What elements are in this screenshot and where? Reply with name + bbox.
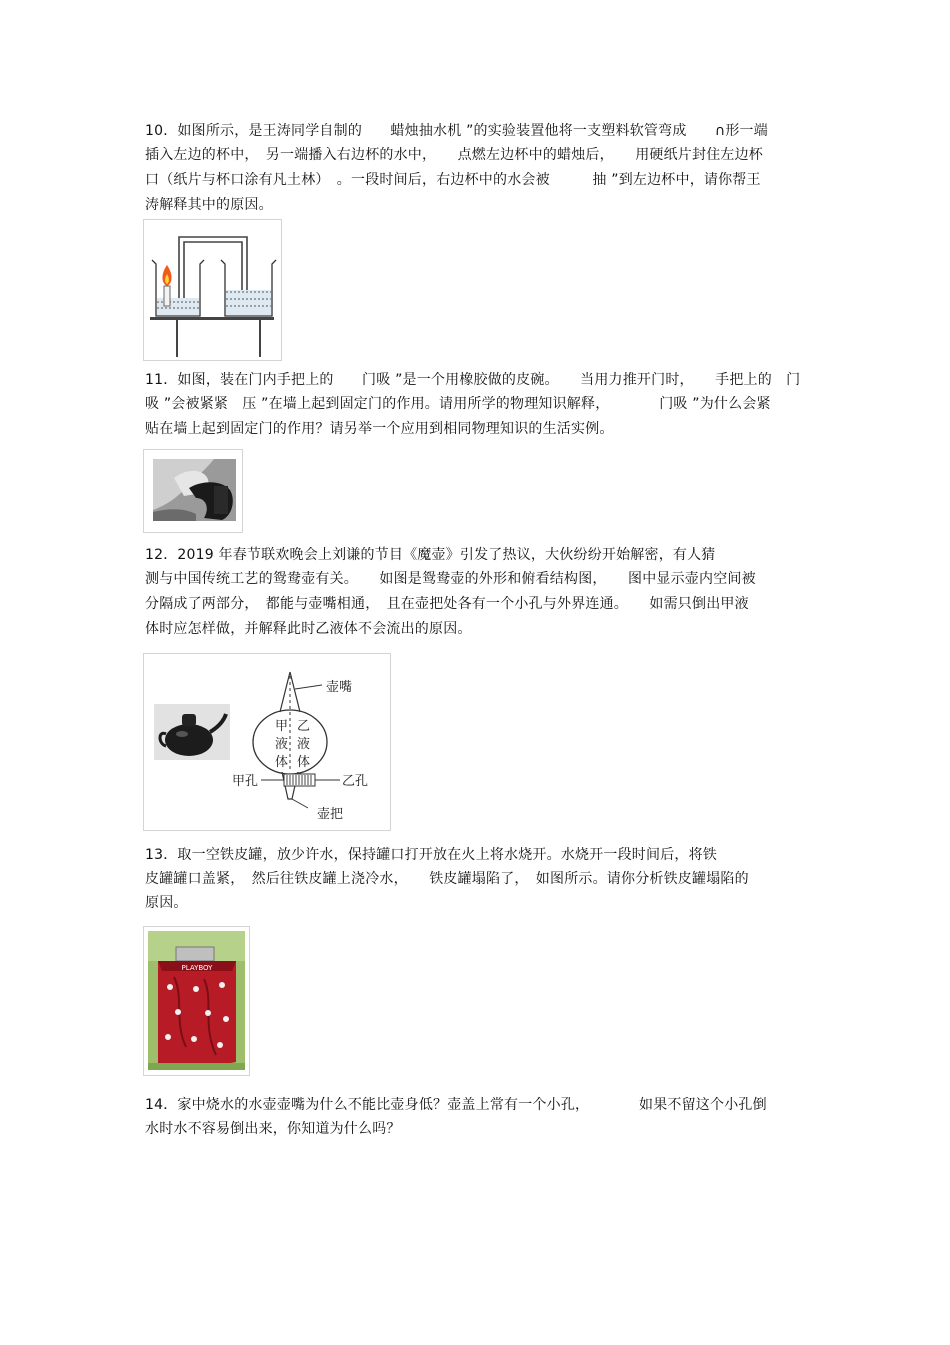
- can-brand-text: PLAYBOY: [181, 964, 213, 972]
- crushed-can-photo: [143, 926, 250, 1076]
- q12-line-2: 测与中国传统工艺的鸳鸯壶有关。 如图是鸳鸯壶的外形和俯看结构图， 图中显示壶内空间被: [145, 571, 756, 587]
- yi-char-1: 乙: [297, 719, 311, 734]
- q12-line-3: 分隔成了两部分， 都能与壶嘴相通， 且在壶把处各有一个小孔与外界连通。 如需只倒出甲液: [145, 596, 749, 612]
- q11-line-2: 吸 ”会被紧紧 压 ”在墙上起到固定门的作用。请用所学的物理知识解释， 门吸 ”为什么会紧: [145, 396, 771, 412]
- jia-char-3: 体: [275, 755, 289, 770]
- q13-line-2: 皮罐罐口盖紧， 然后往铁皮罐上浇冷水， 铁皮罐塌陷了， 如图所示。请你分析铁皮罐塌陷的: [145, 871, 749, 887]
- spout-label: 壶嘴: [326, 680, 353, 695]
- q10-line-2: 插入左边的杯中， 另一端播入右边杯的水中， 点燃左边杯中的蜡烛后， 用硬纸片封住左边杯: [145, 147, 763, 163]
- q12-line-1: 12．2019 年春节联欢晚会上刘谦的节目《魔壶》引发了热议，大伙纷纷开始解密，有人猜: [145, 547, 716, 563]
- q10-line-4: 涛解释其中的原因。: [145, 197, 273, 213]
- q14-line-1: 14．家中烧水的水壶壶嘴为什么不能比壶身低？壶盖上常有一个小孔， 如果不留这个小孔倒: [145, 1097, 767, 1113]
- handle-label: 壶把: [317, 807, 344, 822]
- yi-char-3: 体: [297, 755, 311, 770]
- jia-char-2: 液: [275, 737, 289, 752]
- q13-line-1: 13．取一空铁皮罐，放少许水，保持罐口打开放在火上将水烧开。水烧开一段时间后，将铁: [145, 847, 718, 863]
- jia-char-1: 甲: [275, 719, 289, 734]
- door-stopper-photo: [143, 449, 243, 533]
- jia-hole-label: 甲孔: [232, 774, 259, 789]
- q12-line-4: 体时应怎样做，并解释此时乙液体不会流出的原因。: [145, 621, 472, 637]
- yi-char-2: 液: [297, 737, 311, 752]
- q13-line-3: 原因。: [145, 895, 188, 911]
- mandarin-duck-pot-figure: [143, 653, 391, 831]
- q14-line-2: 水时水不容易倒出来，你知道为什么吗？: [145, 1121, 401, 1137]
- q10-line-3: 口（纸片与杯口涂有凡土林） 。一段时间后，右边杯中的水会被 抽 ”到左边杯中，请你帮王: [145, 172, 761, 188]
- candle-pump-figure: [143, 219, 282, 361]
- yi-hole-label: 乙孔: [342, 774, 369, 789]
- q10-line-1: 10．如图所示，是王涛同学自制的 蜡烛抽水机 ”的实验装置他将一支塑料软管弯成 ∩形一端: [145, 123, 768, 139]
- q11-line-3: 贴在墙上起到固定门的作用？请另举一个应用到相同物理知识的生活实例。: [145, 421, 614, 437]
- q11-line-1: 11．如图，装在门内手把上的 门吸 ”是一个用橡胶做的皮碗。 当用力推开门时， 手把上的 门: [145, 372, 801, 388]
